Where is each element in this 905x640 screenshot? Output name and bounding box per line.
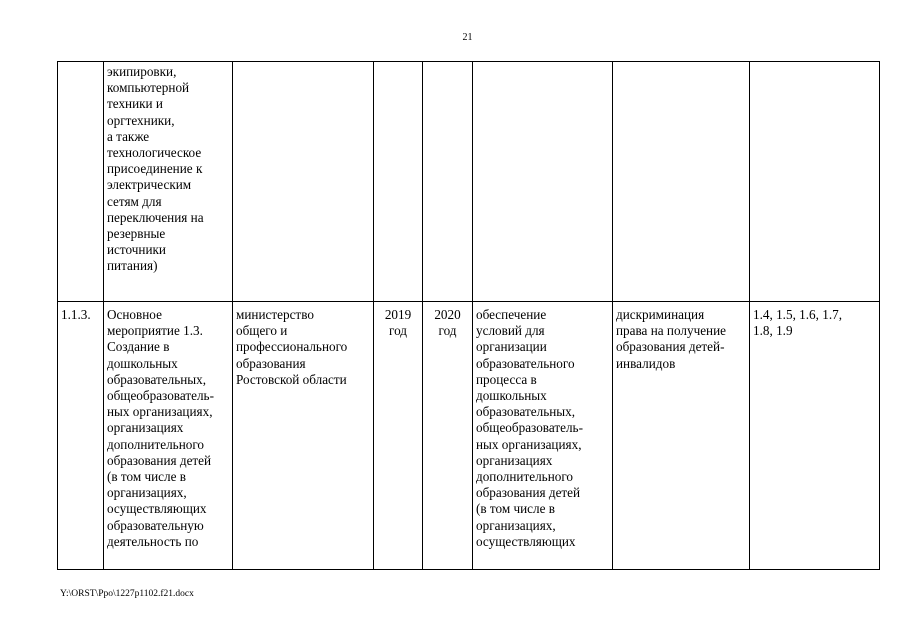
cell-end-year: 2020 год [423, 302, 473, 570]
cell-consequences: дискриминация права на получение образования детей- инвалидов [613, 302, 750, 570]
cell-expected-result [473, 62, 613, 302]
cell-end-year [423, 62, 473, 302]
file-path-footer: Y:\ORST\Ppo\1227p1102.f21.docx [60, 589, 194, 599]
cell-executor: министерство общего и профессионального образования Ростовской области [233, 302, 374, 570]
cell-indicator-link: 1.4, 1.5, 1.6, 1.7, 1.8, 1.9 [750, 302, 880, 570]
table-row [58, 302, 880, 570]
cell-indicator-link [750, 62, 880, 302]
program-activities-table [57, 61, 880, 570]
page-number: 21 [462, 32, 473, 43]
cell-executor [233, 62, 374, 302]
cell-number: 1.1.3. [58, 302, 104, 570]
table-row [58, 62, 880, 302]
cell-start-year: 2019 год [374, 302, 423, 570]
cell-number [58, 62, 104, 302]
cell-activity-name: экипировки, компьютерной техники и оргтехники, а также технологическое присоединение к электрическим сетям для переключения на резервные источники питания) [104, 62, 233, 302]
cell-activity-name: Основное мероприятие 1.3. Создание в дошкольных образовательных, общеобразователь- ных организациях, организациях дополнительного образования детей (в том числе в организациях, осуществляющих образовательную деятельность по [104, 302, 233, 570]
cell-start-year [374, 62, 423, 302]
cell-expected-result: обеспечение условий для организации образовательного процесса в дошкольных образовательных, общеобразователь- ных организациях, организациях дополнительного образования детей (в том числе в организациях, осуществляющих [473, 302, 613, 570]
cell-consequences [613, 62, 750, 302]
